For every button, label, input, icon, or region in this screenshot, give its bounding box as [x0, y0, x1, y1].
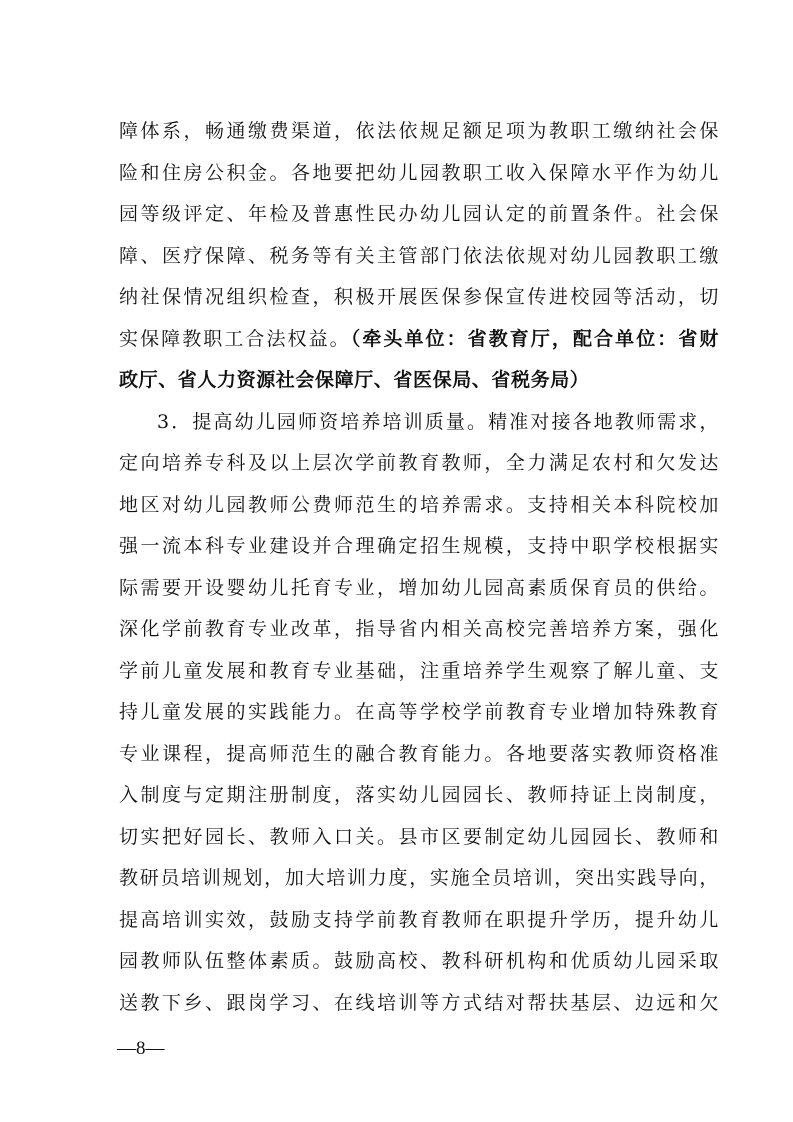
- paragraph-line: 际需要开设婴幼儿托育专业，增加幼儿园高素质保育员的供给。: [119, 576, 719, 599]
- paragraph-line: 送教下乡、跟岗学习、在线培训等方式结对帮扶基层、边远和欠: [119, 991, 719, 1014]
- paragraph-line: 纳社保情况组织检查，积极开展医保参保宣传进校园等活动，切: [119, 286, 719, 308]
- paragraph-line: 持儿童发展的实践能力。在高等学校学前教育专业增加特殊教育: [119, 701, 719, 723]
- section-heading-line: [119, 402, 719, 444]
- paragraph-line: 深化学前教育专业改革，指导省内相关高校完善培养方案，强化: [119, 618, 719, 640]
- paragraph-line: [119, 319, 719, 361]
- paragraph-text: 实保障教职工合法权益。: [119, 327, 351, 350]
- section-number: 3．: [157, 410, 193, 433]
- paragraph-line: 障、医疗保障、税务等有关主管部门依法依规对幼儿园教职工缴: [119, 244, 719, 267]
- paragraph-text: 精准对接各地教师需求，: [488, 410, 719, 433]
- paragraph-line: 入制度与定期注册制度，落实幼儿园园长、教师持证上岗制度，: [119, 784, 719, 806]
- paragraph-line: 险和住房公积金。各地要把幼儿园教职工收入保障水平作为幼儿: [119, 161, 719, 184]
- paragraph-line: 强一流本科专业建设并合理确定招生规模，支持中职学校根据实: [119, 535, 719, 557]
- paragraph-line: 地区对幼儿园教师公费师范生的培养需求。支持相关本科院校加: [119, 493, 719, 516]
- paragraph-line: 教研员培训规划，加大培训力度，实施全员培训，突出实践导向，: [119, 867, 719, 889]
- responsible-units-note-continued: 政厅、省人力资源社会保障厅、省医保局、省税务局）: [119, 369, 590, 391]
- paragraph-line: 切实把好园长、教师入口关。县市区要制定幼儿园园长、教师和: [119, 825, 719, 848]
- paragraph-line: 定向培养专科及以上层次学前教育教师，全力满足农村和欠发达: [119, 452, 719, 474]
- paragraph-line: 园教师队伍整体素质。鼓励高校、教科研机构和优质幼儿园采取: [119, 950, 719, 972]
- paragraph-line: 专业课程，提高师范生的融合教育能力。各地要落实教师资格准: [119, 742, 719, 765]
- paragraph-line: 提高培训实效，鼓励支持学前教育教师在职提升学历，提升幼儿: [119, 908, 719, 931]
- page-number: —8—: [117, 1038, 165, 1059]
- paragraph-line: 学前儿童发展和教育专业基础，注重培养学生观察了解儿童、支: [119, 659, 719, 682]
- responsible-units-note: （牵头单位：省教育厅，配合单位：省财: [350, 327, 719, 350]
- document-body: [119, 111, 719, 1024]
- paragraph-line: 园等级评定、年检及普惠性民办幼儿园认定的前置条件。社会保: [119, 203, 719, 225]
- paragraph-line: 障体系，畅通缴费渠道，依法依规足额足项为教职工缴纳社会保: [119, 120, 719, 142]
- section-heading: 提高幼儿园师资培养培训质量。: [192, 410, 489, 433]
